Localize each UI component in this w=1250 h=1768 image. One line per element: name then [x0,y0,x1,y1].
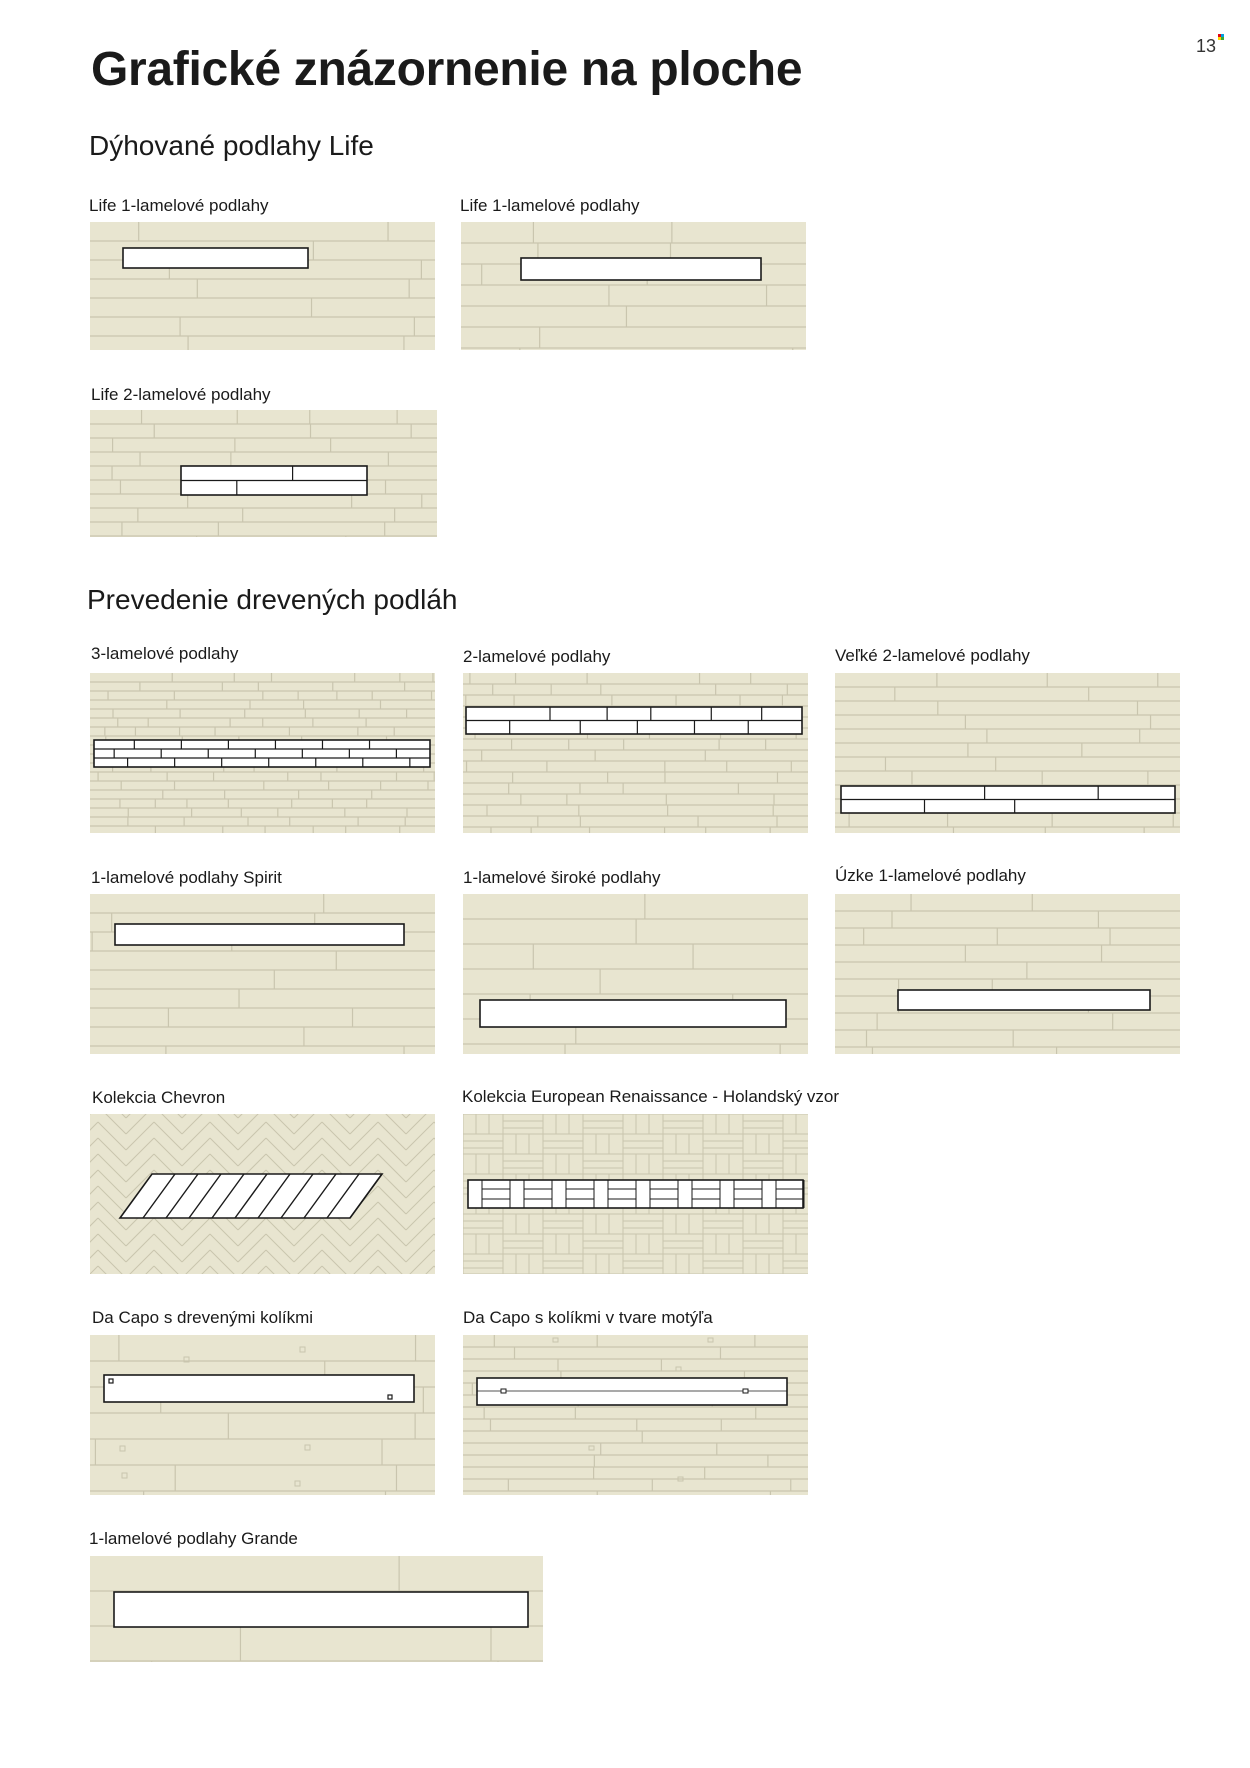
label-2-lamel: 2-lamelové podlahy [463,647,611,666]
pattern-chevron [90,1114,435,1274]
sample-plank-outline [104,1375,414,1402]
pattern-siroke [463,894,808,1054]
label-life-2-lamel: Life 2-lamelové podlahy [91,385,271,404]
pattern-renaissance [463,1114,808,1274]
butterfly-mark [743,1389,748,1393]
page-number: 13 [1196,36,1217,56]
sample-plank-outline [477,1378,787,1405]
pattern-life-1-lamel-b [461,222,806,350]
color-mark-icon [1218,34,1224,40]
pattern-velke-2-lamel [835,673,1180,833]
section-title-wood: Prevedenie drevených podláh [87,584,458,615]
sample-plank-outline [94,740,430,767]
pattern-spirit [90,894,435,1054]
floor-background [90,894,435,1054]
label-life-1-lamel-b: Life 1-lamelové podlahy [460,196,640,215]
pattern-uzke [835,894,1180,1054]
pattern-3-lamel [90,673,435,833]
floor-background [461,222,806,350]
page-title: Grafické znázornenie na ploche [91,43,803,96]
label-spirit: 1-lamelové podlahy Spirit [91,868,282,887]
pattern-dacapo-motyl [463,1335,808,1495]
floor-background [463,673,808,833]
pattern-life-2-lamel [90,410,437,537]
label-velke-2-lamel: Veľké 2-lamelové podlahy [835,646,1030,665]
sample-plank-outline [898,990,1150,1010]
pattern-life-1-lamel-a [90,222,435,350]
label-dacapo-motyl: Da Capo s kolíkmi v tvare motýľa [463,1308,713,1327]
pattern-grande [90,1556,543,1662]
sample-plank-outline [521,258,761,280]
label-3-lamel: 3-lamelové podlahy [91,644,239,663]
butterfly-mark [501,1389,506,1393]
label-renaissance: Kolekcia European Renaissance - Holandský vzor [462,1087,840,1106]
label-uzke: Úzke 1-lamelové podlahy [835,866,1026,885]
label-dacapo-drevene: Da Capo s drevenými kolíkmi [92,1308,314,1327]
pattern-dacapo-drevene [90,1335,435,1495]
pattern-2-lamel [463,673,808,833]
sample-plank-outline [480,1000,786,1027]
label-siroke: 1-lamelové široké podlahy [463,868,661,887]
sample-plank-outline [114,1592,528,1627]
label-grande: 1-lamelové podlahy Grande [89,1529,298,1548]
label-life-1-lamel-a: Life 1-lamelové podlahy [89,196,269,215]
label-chevron: Kolekcia Chevron [92,1088,226,1107]
sample-plank-outline [115,924,404,945]
section-title-life: Dýhované podlahy Life [89,130,374,161]
sample-plank-outline [123,248,308,268]
floor-background [90,1335,435,1495]
floor-background [463,894,808,1054]
